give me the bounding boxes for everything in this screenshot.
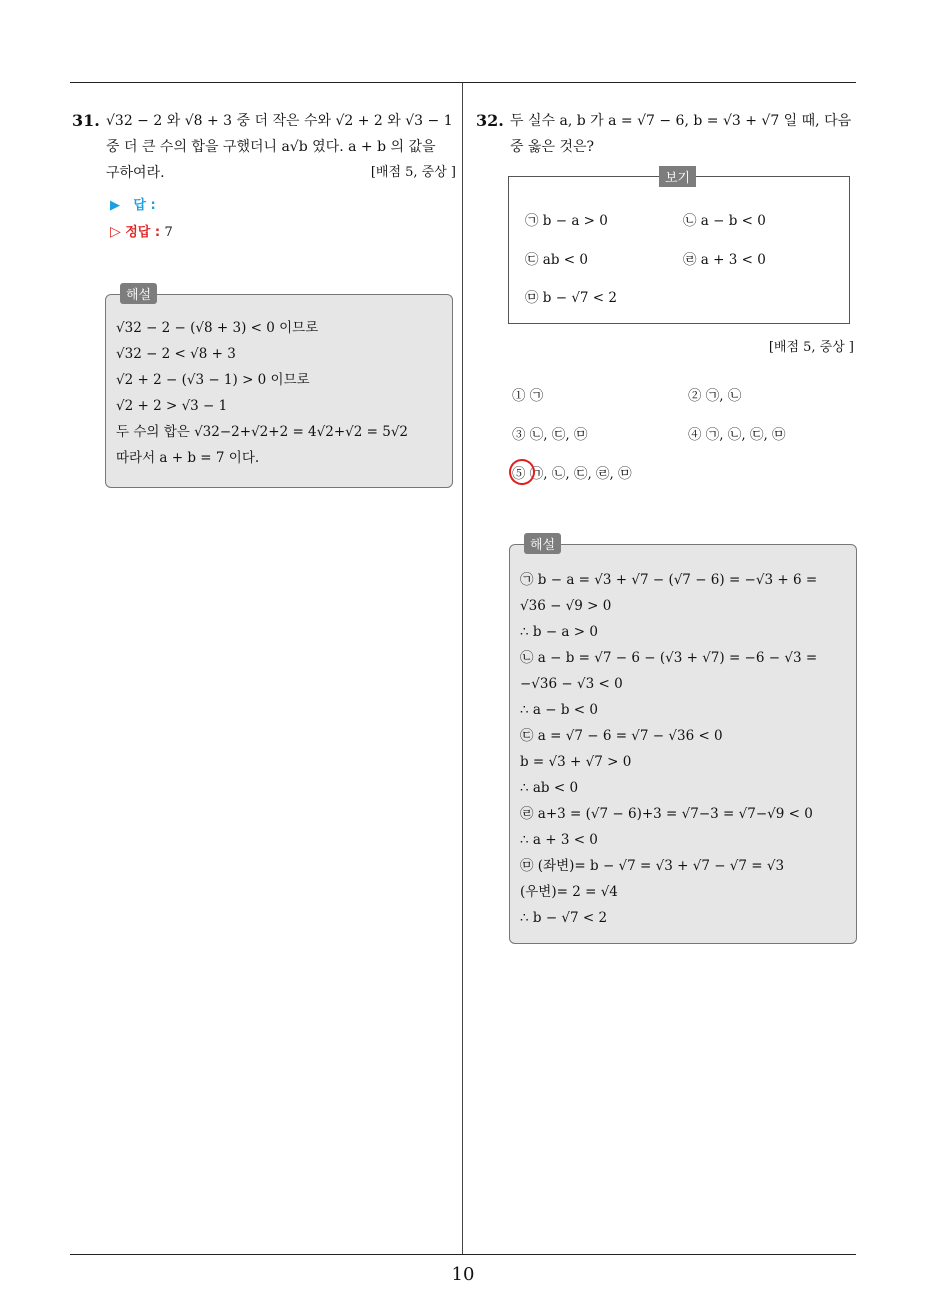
- solution-title: 해설: [120, 283, 157, 304]
- question-text: [510, 108, 860, 160]
- outline-triangle-icon: ▷: [110, 224, 121, 240]
- solution-line: ㉢ a = √7 − 6 = √7 − √36 < 0: [520, 728, 723, 744]
- score-label: [배점 5, 중상 ]: [370, 165, 456, 180]
- question-line: 중 옳은 것은?: [510, 139, 595, 155]
- score-label: [배점 5, 중상 ]: [768, 340, 854, 355]
- question-line: 두 실수 a, b 가 a = √7 − 6, b = √3 + √7 일 때, 다음: [510, 113, 852, 129]
- solution-line: ∴ a − b < 0: [520, 702, 598, 718]
- question-31: [72, 108, 456, 246]
- question-number: 31.: [72, 111, 100, 130]
- choice-2[interactable]: ② ㉠, ㉡: [688, 388, 742, 404]
- solution-line: ㉣ a+3 = (√7 − 6)+3 = √7−3 = √7−√9 < 0: [520, 806, 813, 822]
- bogi-box: [508, 171, 850, 324]
- solution-line: ㉤ (좌변)= b − √7 = √3 + √7 − √7 = √3: [520, 858, 785, 874]
- footer-rule: [70, 1254, 856, 1255]
- question-last-line: [106, 160, 456, 186]
- solution-line: ∴ b − a > 0: [520, 624, 598, 640]
- question-number: 32.: [476, 111, 504, 130]
- solution-line: √32 − 2 < √8 + 3: [116, 346, 236, 362]
- bogi-item: ㉡ a − b < 0: [683, 213, 766, 229]
- correct-answer-label: 정답 :: [125, 225, 161, 240]
- choice-5[interactable]: ⑤ ㉠, ㉡, ㉢, ㉣, ㉤: [512, 466, 632, 482]
- answer-label: 답 :: [133, 198, 156, 213]
- choice-3[interactable]: ③ ㉡, ㉢, ㉤: [512, 427, 588, 443]
- solution-line: b = √3 + √7 > 0: [520, 754, 632, 770]
- question-line: √32 − 2 와 √8 + 3 중 더 작은 수와 √2 + 2 와 √3 − 1: [106, 113, 453, 129]
- answer-row: [110, 192, 456, 219]
- solution-line: √2 + 2 − (√3 − 1) > 0 이므로: [116, 372, 310, 388]
- page-number: 10: [451, 1264, 475, 1285]
- solution-line: ㉡ a − b = √7 − 6 − (√3 + √7) = −6 − √3 =: [520, 650, 818, 666]
- bogi-item: ㉠ b − a > 0: [525, 213, 608, 229]
- play-triangle-icon: ▶: [110, 198, 120, 213]
- solution-line: 두 수의 합은 √32−2+√2+2 = 4√2+√2 = 5√2: [116, 424, 409, 440]
- solution-box-31: [105, 288, 453, 488]
- solution-title: 해설: [524, 533, 561, 554]
- question-32: [476, 108, 860, 160]
- solution-line: √32 − 2 − (√8 + 3) < 0 이므로: [116, 320, 319, 336]
- choice-4[interactable]: ④ ㉠, ㉡, ㉢, ㉤: [688, 427, 786, 443]
- solution-box-32: [509, 538, 857, 944]
- solution-line: √2 + 2 > √3 − 1: [116, 398, 228, 414]
- solution-line: (우변)= 2 = √4: [520, 884, 618, 900]
- solution-line: √36 − √9 > 0: [520, 598, 612, 614]
- solution-line: 따라서 a + b = 7 이다.: [116, 450, 260, 466]
- question-line: 중 더 큰 수의 합을 구했더니 a√b 였다. a + b 의 값을: [106, 139, 436, 155]
- bogi-item: ㉢ ab < 0: [525, 252, 588, 268]
- bogi-title: 보기: [659, 166, 696, 187]
- solution-line: ∴ a + 3 < 0: [520, 832, 598, 848]
- bogi-item: ㉣ a + 3 < 0: [683, 252, 766, 268]
- correct-answer-row: [110, 219, 456, 246]
- column-divider: [462, 83, 463, 1255]
- header-rule: [70, 82, 856, 83]
- question-text: [106, 108, 456, 186]
- solution-line: −√36 − √3 < 0: [520, 676, 623, 692]
- solution-line: ㉠ b − a = √3 + √7 − (√7 − 6) = −√3 + 6 =: [520, 572, 818, 588]
- choice-1[interactable]: ① ㉠: [512, 388, 544, 404]
- bogi-item: ㉤ b − √7 < 2: [525, 290, 618, 306]
- question-line: 구하여라.: [106, 165, 165, 181]
- solution-line: ∴ b − √7 < 2: [520, 910, 608, 926]
- correct-answer-value: 7: [164, 225, 173, 240]
- solution-line: ∴ ab < 0: [520, 780, 579, 796]
